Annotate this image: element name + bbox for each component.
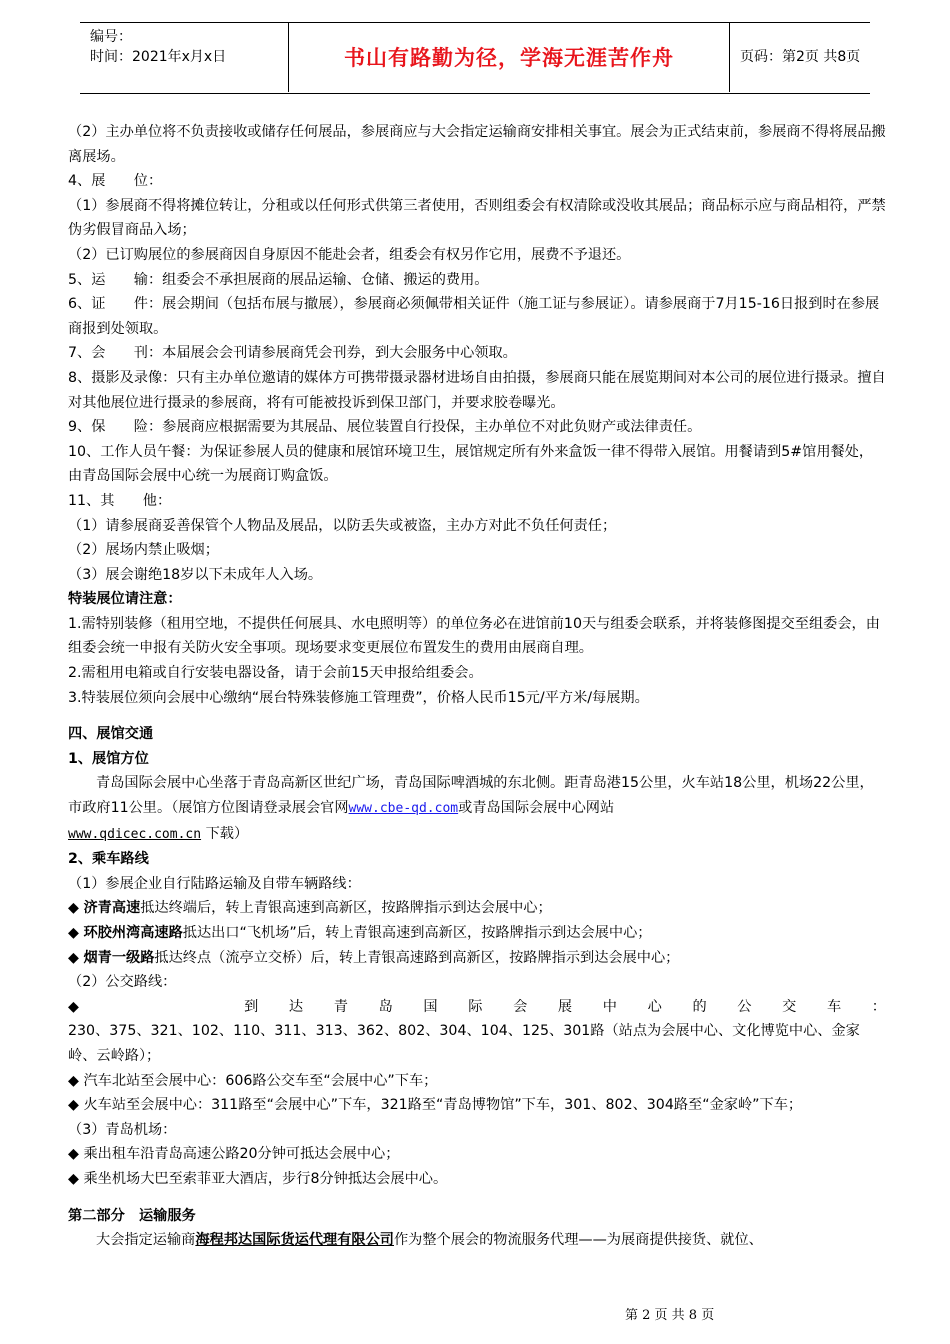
diamond-icon: ◆ [68,900,79,917]
diamond-icon: ◆ [68,949,79,966]
subsection-title-location: 1、展馆方位 [68,750,149,767]
paragraph: 5、运 输：组委会不承担展商的展品运输、仓储、搬运的费用。 [68,271,489,288]
section-heading: 4、展 位： [68,173,163,190]
paragraph: （1）参展商不得将摊位转让，分租或以任何形式供第三者使用，否则组委会有权清除或没收其展品；商品标示应与商品相符，严禁伪劣假冒商品入场； [68,197,886,239]
list-item: ◆ 到达青岛国际会展中心的公交车： [68,998,886,1015]
diamond-icon: ◆ [68,1170,79,1187]
transport-paragraph: 大会指定运输商海程邦达国际货运代理有限公司作为整个展会的物流服务代理——为展商提供接货、就位、 [96,1232,763,1249]
diamond-icon: ◆ [68,1146,79,1163]
list-item: ◆ 乘坐机场大巴至索菲亚大酒店，步行8分钟抵达会展中心。 [68,1170,448,1187]
doc-number: 编号： [90,29,132,45]
paragraph: 6、证 件：展会期间（包括布展与撤展），参展商必须佩带相关证件（施工证与参展证）。请参展商于7月15-16日报到时在参展商报到处领取。 [68,296,880,337]
location-paragraph: 青岛国际会展中心坐落于青岛高新区世纪广场，青岛国际啤酒城的东北侧。距青岛港15公里，火车站18公里，机场22公里，市政府11公里。（展馆方位图请登录展会官网www.cbe-qd.com或青岛国际会展中心网站 www.qdicec.com.cn 下载） [68,775,874,842]
page-header [80,22,870,94]
header-page-info: 页码：第2页 共8页 [740,49,861,65]
paragraph: （2）展场内禁止吸烟； [68,542,219,559]
center-website-link[interactable]: www.qdicec.com.cn [68,826,202,842]
section-title-transport: 四、展馆交通 [68,726,154,743]
paragraph: （2）主办单位将不负责接收或储存任何展品，参展商应与大会指定运输商安排相关事宜。展会为正式结束前，参展商不得将展品搬离展场。 [68,124,886,165]
doc-date: 时间：2021年x月x日 [90,49,227,65]
document-body [68,120,886,1253]
paragraph: （3）展会谢绝18岁以下未成年人入场。 [68,566,323,583]
list-item: ◆ 汽车北站至会展中心：606路公交车至“会展中心”下车； [68,1072,438,1089]
paragraph: 2.需租用电箱或自行安装电器设备，请于会前15天申报给组委会。 [68,665,483,682]
paragraph: 7、会 刊：本届展会会刊请参展商凭会刊券，到大会服务中心领取。 [68,345,517,362]
paragraph: 1.需特别装修（租用空地，不提供任何展具、水电照明等）的单位务必在进馆前10天与组委会联系，并将装修图提交至组委会，由组委会统一申报有关防火安全事项。现场要求变更展位布置发生的费用由展商自理。 [68,615,880,657]
paragraph: （1）参展企业自行陆路运输及自带车辆路线： [68,875,361,892]
section-heading: 11、其 他： [68,492,172,509]
carrier-name: 海程邦达国际货运代理有限公司 [195,1232,394,1249]
paragraph: （1）请参展商妥善保管个人物品及展品，以防丢失或被盗，主办方对此不负任何责任； [68,517,617,534]
special-booth-title: 特装展位请注意： [68,591,182,608]
expo-website-link[interactable]: www.cbe-qd.com [348,801,459,817]
header-meta [90,27,280,67]
subsection-title-routes: 2、乘车路线 [68,851,149,868]
diamond-icon: ◆ [68,1072,79,1089]
paragraph: 9、保 险：参展商应根据需要为其展品、展位装置自行投保，主办单位不对此负财产或法律责任。 [68,419,702,436]
list-item: ◆ 济青高速抵达终端后，转上青银高速到高新区，按路牌指示到达会展中心； [68,900,552,917]
diamond-icon: ◆ [68,998,110,1015]
paragraph: 10、工作人员午餐：为保证参展人员的健康和展馆环境卫生，展馆规定所有外来盒饭一律不得带入展馆。用餐请到5#馆用餐处，由青岛国际会展中心统一为展商订购盒饭。 [68,443,874,485]
diamond-icon: ◆ [68,1097,79,1114]
paragraph: （2）已订购展位的参展商因自身原因不能赴会者，组委会有权另作它用，展费不予退还。 [68,246,631,263]
paragraph: （3）青岛机场： [68,1121,177,1138]
list-item: ◆ 烟青一级路抵达终点（流亭立交桥）后，转上青银高速路到高新区，按路牌指示到达会展中心； [68,949,680,966]
page-footer: 第 2 页 共 8 页 [625,1308,715,1323]
header-motto: 书山有路勤为径，学海无涯苦作舟 [288,23,730,92]
list-item: ◆ 火车站至会展中心：311路至“会展中心”下车，321路至“青岛博物馆”下车，301、802、304路至“金家岭”下车； [68,1097,803,1114]
list-item: ◆ 环胶州湾高速路抵达出口“飞机场”后，转上青银高速到高新区，按路牌指示到达会展中心； [68,925,652,941]
part-two-title: 第二部分 运输服务 [68,1207,196,1224]
paragraph: 8、摄影及录像：只有主办单位邀请的媒体方可携带摄录器材进场自由拍摄，参展商只能在展览期间对本公司的展位进行摄录。擅自对其他展位进行摄录的参展商，将有可能被投诉到保卫部门，并要求胶卷曝光。 [68,369,886,411]
paragraph: 3.特装展位须向会展中心缴纳“展台特殊装修施工管理费”，价格人民币15元/平方米/每展期。 [68,689,649,706]
diamond-icon: ◆ [68,925,79,941]
bus-lines: 230、375、321、102、110、311、313、362、802、304、104、125、301路（站点为会展中心、文化博览中心、金家岭、云岭路）； [68,1023,860,1064]
list-item: ◆ 乘出租车沿青岛高速公路20分钟可抵达会展中心； [68,1146,400,1163]
paragraph: （2）公交路线： [68,974,177,991]
